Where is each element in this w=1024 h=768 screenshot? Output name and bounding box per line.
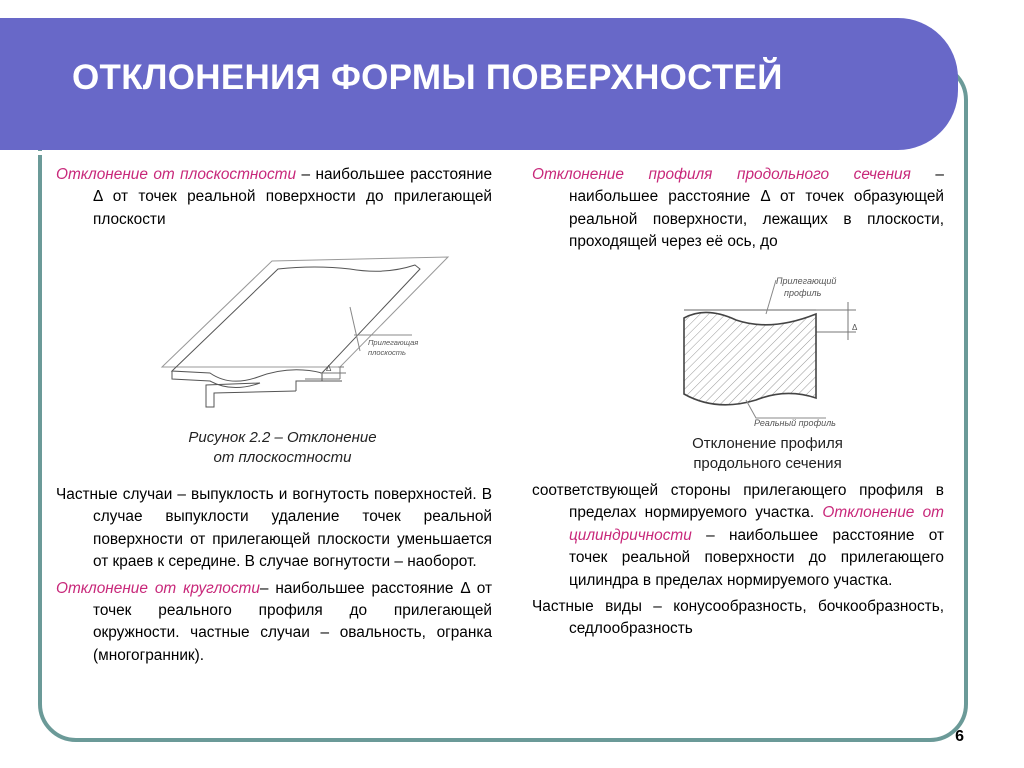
- slide-title: ОТКЛОНЕНИЯ ФОРМЫ ПОВЕРХНОСТЕЙ: [72, 58, 783, 97]
- cylindricity-term: Отклонение от цилиндричности: [569, 504, 945, 544]
- adjacent-profile-label-2: профиль: [784, 288, 822, 298]
- profile-term: Отклонение профиля продольного сечения: [532, 166, 911, 183]
- title-underline: [0, 151, 905, 155]
- particular-types: Частные виды – конусообразность, бочкообразность, седлообразность: [532, 598, 944, 638]
- profile-continuation: соответствующей стороны прилегающего профиля в пределах нормируемого участка.: [532, 482, 944, 522]
- cylindricity-text: – наибольшее расстояние от точек реальной поверхности до прилегающего цилиндра в пределах нормируемого участка.: [569, 526, 944, 589]
- special-cases-text: Частные случаи – выпуклость и вогнутость поверхностей. В случае выпуклости удаление точек реальной поверхности от прилегающей плоскости уменьшается от краев к середине. В случае вогнутости – наоборот.: [56, 486, 492, 571]
- right-column: [532, 164, 944, 254]
- cylindricity-paragraph: [532, 480, 944, 592]
- flatness-text: – наибольшее расстояние Δ от точек реальной поверхности до прилегающей плоскости: [93, 166, 492, 228]
- right-column-bottom: [532, 480, 944, 641]
- plane-label-2: плоскость: [368, 348, 406, 357]
- real-profile-label: Реальный профиль: [754, 418, 836, 428]
- profile-delta-label: Δ: [852, 323, 858, 332]
- flatness-caption-line1: Рисунок 2.2 – Отклонение: [188, 429, 377, 446]
- left-column: [56, 164, 492, 231]
- left-column-bottom: [56, 484, 492, 667]
- flatness-caption: [160, 428, 405, 468]
- profile-figure: [676, 270, 866, 428]
- plane-label-1: Прилегающая: [368, 338, 419, 347]
- flatness-term: Отклонение от плоскостности: [56, 166, 297, 183]
- profile-definition: [532, 164, 944, 254]
- adjacent-profile-label-1: Прилегающий: [776, 276, 837, 286]
- roundness-text: – наибольшее расстояние Δ от точек реального профиля до прилегающей окружности. частные случаи – овальность, огранка (многогранник).: [93, 579, 492, 664]
- profile-caption-line1: Отклонение профиля: [692, 435, 843, 452]
- flatness-delta-label: Δ: [326, 364, 332, 373]
- page-number: 6: [955, 728, 964, 745]
- roundness-definition: [56, 578, 492, 668]
- flatness-figure: [150, 255, 450, 420]
- flatness-caption-line2: от плоскостности: [213, 449, 352, 466]
- profile-caption-line2: продольного сечения: [693, 455, 842, 472]
- flatness-definition: [56, 164, 492, 231]
- profile-caption: [660, 434, 875, 474]
- profile-text: – наибольшее расстояние Δ от точек образующей реальной поверхности, лежащих в плоскости, проходящей через её ось, до: [569, 166, 944, 251]
- roundness-term: Отклонение от круглости: [56, 579, 260, 597]
